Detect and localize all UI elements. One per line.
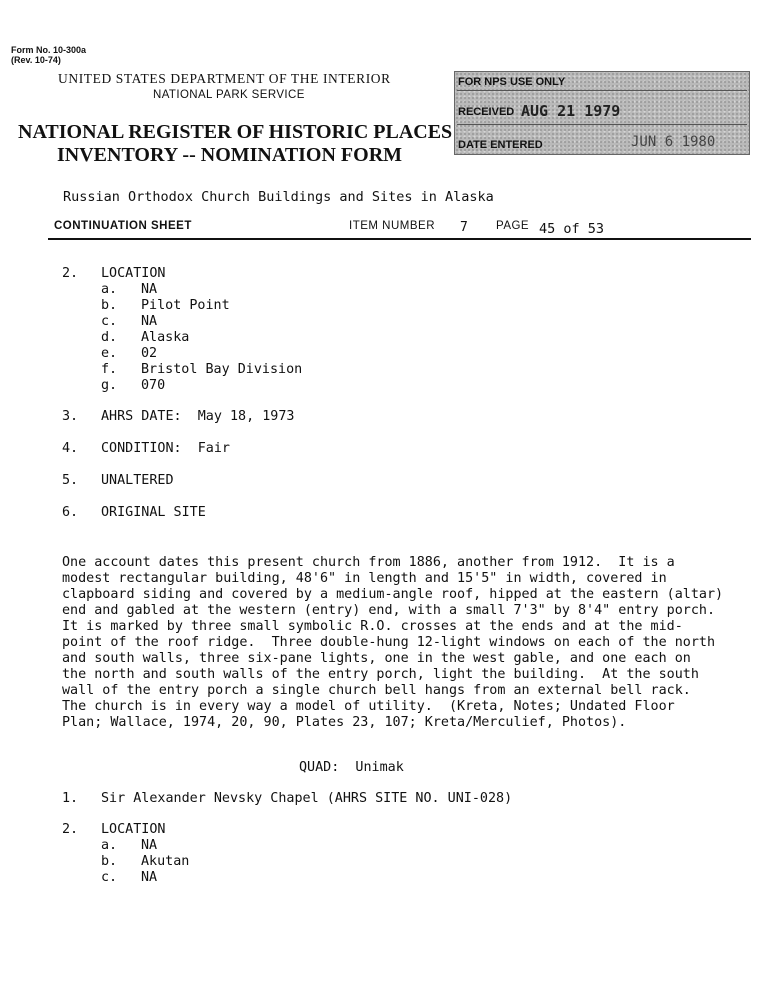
description-line: It is marked by three small symbolic R.O. crosses at the ends and at the mid- <box>62 619 683 634</box>
location-item-value: Akutan <box>141 854 190 869</box>
location-item-letter: f. <box>101 362 118 377</box>
description-line: wall of the entry porch a single church bell hangs from an external bell rack. <box>62 683 691 698</box>
form-title-line-2: INVENTORY -- NOMINATION FORM <box>57 144 403 166</box>
section-number: 2. <box>62 822 79 837</box>
location-item-letter: b. <box>101 298 118 313</box>
section-number: 5. <box>62 473 79 488</box>
section-number: 1. <box>62 791 79 806</box>
location-item-value: NA <box>141 838 158 853</box>
quad-heading: QUAD: Unimak <box>299 760 404 775</box>
location-heading: LOCATION <box>101 266 166 281</box>
description-line: and south walls, three six-pane lights, one in the west gable, and one each on <box>62 651 691 666</box>
department-name: UNITED STATES DEPARTMENT OF THE INTERIOR <box>58 71 391 86</box>
continuation-sheet-label: CONTINUATION SHEET <box>54 220 192 232</box>
service-name: NATIONAL PARK SERVICE <box>153 89 305 101</box>
condition: CONDITION: Fair <box>101 441 230 456</box>
header-rule <box>48 238 751 240</box>
location-item-value: 02 <box>141 346 158 361</box>
document-subject: Russian Orthodox Church Buildings and Sites in Alaska <box>63 189 494 205</box>
date-entered-label: DATE ENTERED <box>458 139 543 151</box>
item-number-value: 7 <box>460 220 468 235</box>
location-item-letter: e. <box>101 346 118 361</box>
section-number: 3. <box>62 409 79 424</box>
description-line: Plan; Wallace, 1974, 20, 90, Plates 23, 107; Kreta/Merculief, Photos). <box>62 715 627 730</box>
received-date-stamp: AUG 21 1979 <box>521 102 621 120</box>
alteration-status: UNALTERED <box>101 473 174 488</box>
location-item-letter: g. <box>101 378 118 393</box>
form-title-line-1: NATIONAL REGISTER OF HISTORIC PLACES <box>18 121 453 143</box>
location-item-value: 070 <box>141 378 166 393</box>
location-item-value: NA <box>141 870 158 885</box>
nps-use-only-stamp <box>454 71 750 155</box>
section-number: 4. <box>62 441 79 456</box>
location-item-letter: a. <box>101 838 118 853</box>
location-item-value: Alaska <box>141 330 190 345</box>
revision-text: (Rev. 10-74) <box>11 55 61 65</box>
location-item-value: NA <box>141 314 158 329</box>
received-label: RECEIVED <box>458 106 515 118</box>
description-line: the north and south walls of the entry porch, light the building. At the south <box>62 667 699 682</box>
section-number: 2. <box>62 266 79 281</box>
item-number-label: ITEM NUMBER <box>349 220 435 232</box>
location-item-value: NA <box>141 282 158 297</box>
location-item-value: Bristol Bay Division <box>141 362 303 377</box>
nps-use-only-label: FOR NPS USE ONLY <box>458 76 566 88</box>
ahrs-date: AHRS DATE: May 18, 1973 <box>101 409 295 424</box>
site-name: Sir Alexander Nevsky Chapel (AHRS SITE NO. UNI-028) <box>101 791 513 806</box>
description-line: end and gabled at the western (entry) end, with a small 7'3" by 8'4" entry porch. <box>62 603 716 618</box>
section-number: 6. <box>62 505 79 520</box>
description-line: The church is in every way a model of utility. (Kreta, Notes; Undated Floor <box>62 699 675 714</box>
location-heading: LOCATION <box>101 822 166 837</box>
stamp-divider <box>457 124 747 125</box>
location-item-letter: c. <box>101 870 118 885</box>
description-line: clapboard siding and covered by a medium-angle roof, hipped at the eastern (altar) <box>62 587 724 602</box>
location-item-letter: d. <box>101 330 118 345</box>
location-item-letter: b. <box>101 854 118 869</box>
stamp-divider <box>457 90 747 91</box>
date-entered-stamp: JUN 6 1980 <box>631 134 716 150</box>
description-line: modest rectangular building, 48'6" in length and 15'5" in width, covered in <box>62 571 667 586</box>
location-item-letter: c. <box>101 314 118 329</box>
page-value: 45 of 53 <box>539 221 605 237</box>
form-number <box>11 45 86 65</box>
description-line: One account dates this present church from 1886, another from 1912. It is a <box>62 555 675 570</box>
site-status: ORIGINAL SITE <box>101 505 206 520</box>
description-line: point of the roof ridge. Three double-hung 12-light windows on each of the north <box>62 635 716 650</box>
location-item-letter: a. <box>101 282 118 297</box>
form-number-text: Form No. 10-300a <box>11 45 87 55</box>
location-item-value: Pilot Point <box>141 298 230 313</box>
page-label: PAGE <box>496 220 530 232</box>
